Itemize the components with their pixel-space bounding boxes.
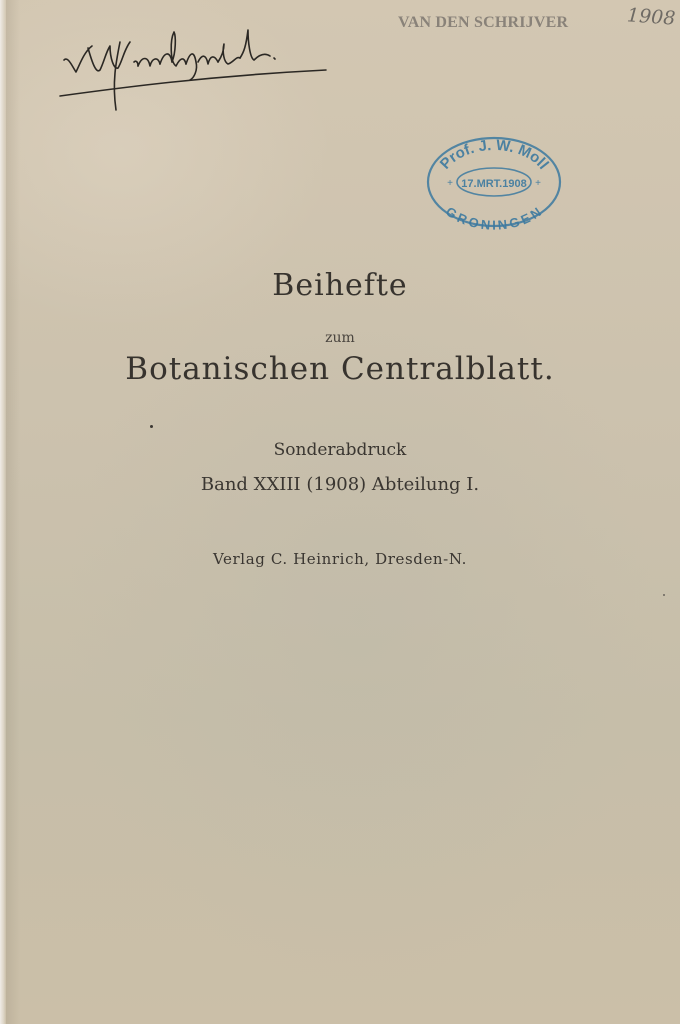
- offprint-label: Sonderabdruck: [273, 440, 407, 460]
- page-fold-shadow: [6, 0, 20, 1024]
- volume-info: Band XXIII (1908) Abteilung I.: [200, 474, 480, 495]
- cover-title: Beihefte: [272, 268, 408, 303]
- stamp-star-right: +: [535, 178, 541, 189]
- stamp-owner-name: Prof. J. W. Moll: [436, 136, 552, 173]
- journal-title: Botanischen Centralblatt.: [125, 351, 555, 387]
- stamp-date: 17.MRT.1908: [461, 178, 527, 190]
- owner-stamp: VAN DEN SCHRIJVER: [398, 14, 569, 31]
- ink-speck: [150, 425, 153, 428]
- handwritten-signature: [58, 22, 338, 117]
- stamp-star-left: +: [447, 178, 453, 189]
- library-stamp: [424, 134, 564, 230]
- cover-connector: zum: [325, 330, 355, 346]
- handwritten-year: 1908: [626, 4, 677, 30]
- publisher-line: Verlag C. Heinrich, Dresden-N.: [213, 550, 467, 568]
- paper-speck: [663, 594, 665, 596]
- stamp-city: GRONINGEN: [443, 203, 546, 230]
